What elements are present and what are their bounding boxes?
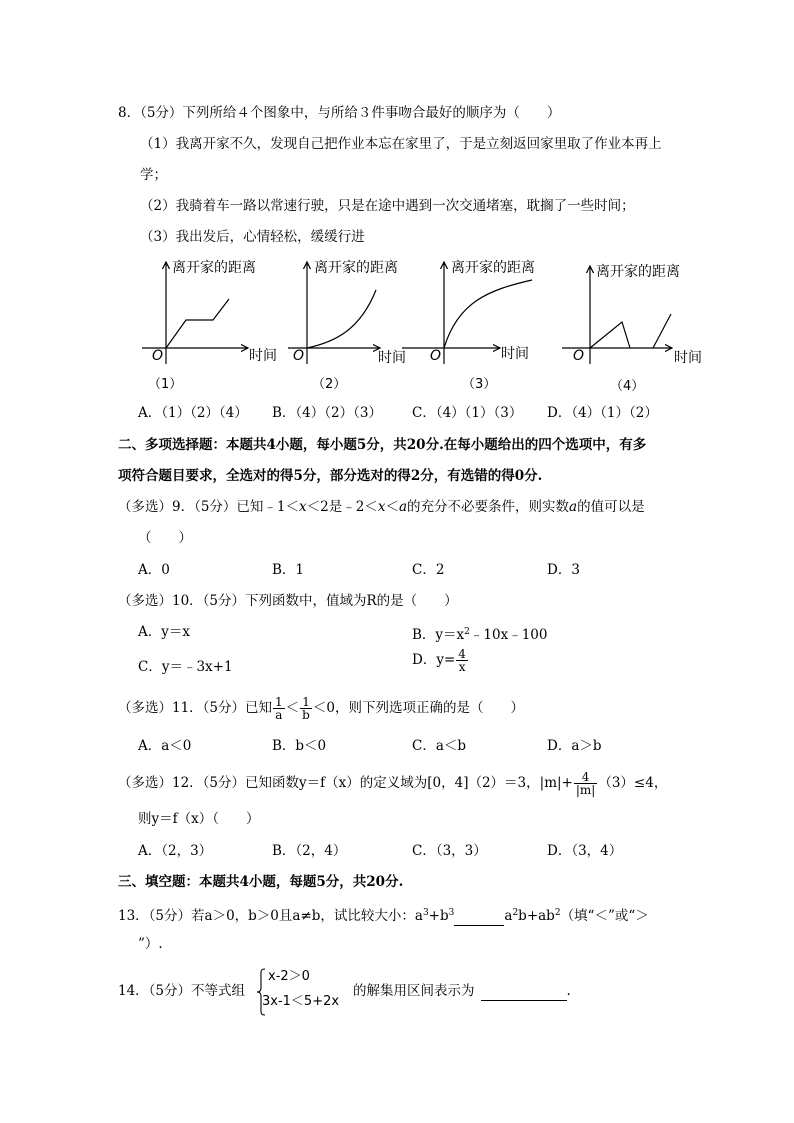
q13-answer-blank[interactable] — [454, 907, 504, 926]
q9-option-b[interactable]: B．1 — [272, 562, 305, 578]
q11-fraction-1: $\frac{1}{a}$ — [275, 695, 283, 722]
graph-2-curve — [307, 290, 376, 348]
q9-option-c[interactable]: C．2 — [412, 562, 445, 578]
q11-option-d[interactable]: D．a＞b — [547, 738, 602, 754]
q12-stem-cont: 则y＝f（x）（ ） — [138, 811, 260, 827]
graph-4-curve-b — [653, 314, 671, 348]
q12-fraction: $\frac{4}{|m|}$ — [575, 770, 596, 797]
q12-option-d[interactable]: D．（3，4） — [547, 843, 623, 859]
q8-stem: 8．（5分）下列所给４个图象中，与所给３件事吻合最好的顺序为（ ） — [118, 105, 561, 121]
q8-option-c[interactable]: C．（4）（1）（3） — [412, 405, 523, 421]
graph-2-origin: O — [293, 348, 305, 364]
graph-1-ylabel: 离开家的距离 — [172, 260, 256, 276]
graph-4-caption: （4） — [610, 379, 645, 394]
q14-stem-post: 的解集用区间表示为 . — [353, 983, 571, 999]
q14-stem-pre: 14．（5分）不等式组 — [118, 983, 246, 999]
q9-option-a[interactable]: A．0 — [138, 562, 170, 578]
q8-event-3: （3）我出发后，心情轻松，缓缓行进 — [140, 229, 365, 245]
graph-3-ylabel: 离开家的距离 — [451, 260, 535, 276]
q10-option-c[interactable]: C．y＝﹣3x+1 — [138, 659, 233, 675]
q10-option-a[interactable]: A．y＝x — [138, 624, 190, 640]
graph-3-origin: O — [430, 348, 442, 364]
graph-4-curve-a — [590, 322, 630, 348]
graph-1 — [142, 260, 277, 364]
q8-graphs — [0, 252, 794, 402]
graph-3 — [402, 260, 535, 364]
q12-option-b[interactable]: B．（2，4） — [272, 843, 347, 859]
q11-stem: （多选）11．（5分）已知 $\frac{1}{a}$ ＜ $\frac{1}{b}$ ＜0，则下列选项正确的是（ ） — [118, 695, 524, 722]
graph-3-caption: （3） — [462, 377, 497, 392]
q11-option-a[interactable]: A．a＜0 — [138, 738, 192, 754]
q14-inequality-1: x-2＞0 — [268, 969, 310, 984]
graph-4-xlabel: 时间 — [674, 350, 702, 366]
q11-option-c[interactable]: C．a＜b — [412, 738, 467, 754]
graph-2-ylabel: 离开家的距离 — [314, 260, 398, 276]
graph-2 — [288, 260, 406, 366]
q11-fraction-2: $\frac{1}{b}$ — [302, 695, 310, 722]
section-2-title: 二、多项选择题：本题共4小题，每小题5分，共20分.在每小题给出的四个选项中，有多 — [118, 437, 647, 453]
q12-option-a[interactable]: A．（2，3） — [138, 843, 213, 859]
q14-inequality-2: 3x-1＜5+2x — [262, 994, 340, 1009]
graph-3-xlabel: 时间 — [501, 346, 529, 362]
q9-option-d[interactable]: D．3 — [547, 562, 580, 578]
q12-stem: （多选）12．（5分）已知函数y＝f（x）的定义域为[0，4]（2）＝3，|m|+ $\frac{4}{|m|}$ （3）≤4， — [118, 770, 668, 797]
q8-event-2: （2）我骑着车一路以常速行驶，只是在途中遇到一次交通堵塞，耽搁了一些时间； — [140, 198, 635, 214]
graph-4 — [562, 264, 702, 366]
q8-event-1-cont: 学； — [140, 167, 167, 183]
q13-stem-cont: ”）. — [138, 936, 163, 952]
q11-option-b[interactable]: B．b＜0 — [272, 738, 327, 754]
q8-option-b[interactable]: B．（4）（2）（3） — [272, 405, 382, 421]
q13-stem: 13．（5分）若a＞0，b＞0且a≠b，试比较大小：$a^3+b^3$ $a^2b+ab^2$（填“＜”或“＞ — [118, 908, 649, 924]
q14-answer-blank[interactable] — [481, 982, 567, 1001]
q10-option-d[interactable]: D．y= $\frac{4}{x}$ — [412, 647, 466, 674]
q8-event-1: （1）我离开家不久，发现自己把作业本忘在家里了，于是立刻返回家里取了作业本再上 — [140, 136, 662, 152]
graph-4-ylabel: 离开家的距离 — [596, 264, 680, 280]
graph-2-xlabel: 时间 — [378, 350, 406, 366]
section-3-title: 三、填空题：本题共4小题，每题5分，共20分. — [118, 874, 404, 890]
q9-paren: （ ） — [138, 530, 192, 546]
q10-option-b[interactable]: B．$y=x^2﹣10x﹣100$ — [412, 627, 548, 643]
q10-stem: （多选）10．（5分）下列函数中，值域为R的是（ ） — [118, 593, 458, 609]
graph-1-xlabel: 时间 — [249, 348, 277, 364]
graph-2-caption: （2） — [312, 377, 347, 392]
graph-4-origin: O — [573, 348, 585, 364]
graph-1-curve — [166, 299, 229, 348]
graph-1-origin: O — [152, 348, 164, 364]
q12-option-c[interactable]: C．（3，3） — [412, 843, 487, 859]
q10-option-d-fraction: $\frac{4}{x}$ — [458, 647, 466, 674]
graph-3-curve — [444, 280, 532, 348]
q9-stem: （多选）9．（5分）已知﹣1＜x＜2是﹣2＜x＜a的充分不必要条件，则实数a的值可以是 — [118, 499, 645, 515]
q8-option-a[interactable]: A．（1）（2）（4） — [138, 405, 248, 421]
section-2-title-cont: 项符合题目要求，全选对的得5分，部分选对的得2分，有选错的得0分. — [118, 468, 543, 484]
q8-option-d[interactable]: D．（4）（1）（2） — [547, 405, 658, 421]
graph-1-caption: （1） — [148, 377, 183, 392]
